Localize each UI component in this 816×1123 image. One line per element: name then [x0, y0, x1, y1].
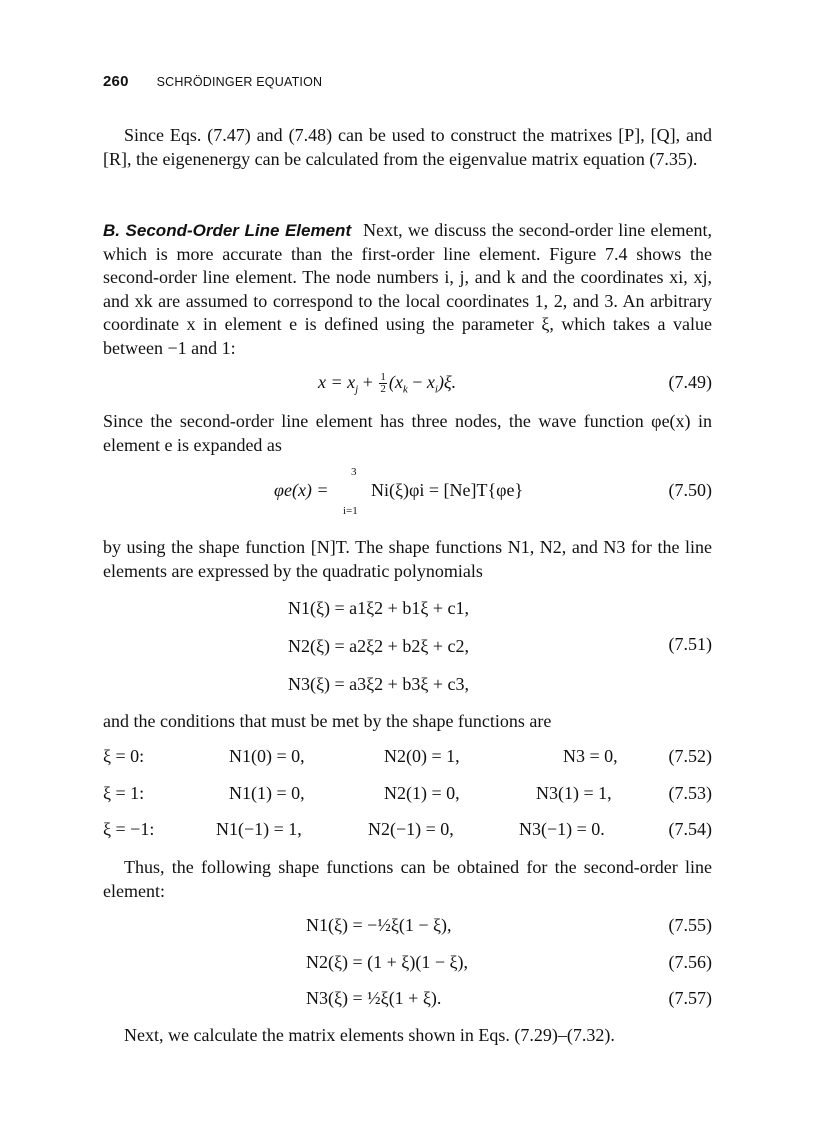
cond-n2-minus-1: N2(−1) = 0,: [368, 819, 454, 839]
paragraph-intro: Since Eqs. (7.47) and (7.48) can be used to construct the matrixes [P], [Q], and [R], the eigenenergy can be calculated from the eigenvalue matrix equation (7.35).: [103, 125, 712, 169]
eq-number-7-52: (7.52): [668, 746, 712, 766]
paragraph-results: Thus, the following shape functions can be obtained for the second-order line element:: [103, 857, 712, 901]
paragraph-next: Next, we calculate the matrix elements shown in Eqs. (7.29)–(7.32).: [124, 1025, 615, 1045]
sum-lower-limit: i=1: [343, 505, 358, 517]
eq-number-7-56: (7.56): [668, 952, 712, 972]
eq-7-50-lhs: φe(x) =: [274, 480, 329, 500]
equation-7-50: [274, 480, 329, 501]
running-header: [103, 73, 322, 90]
cond-n3-minus-1: N3(−1) = 0.: [519, 819, 605, 839]
eq-number-7-54: (7.54): [668, 819, 712, 839]
eq-7-49-mid: (x: [388, 372, 403, 392]
eq-7-55: N1(ξ) = −½ξ(1 − ξ),: [306, 915, 452, 935]
cond-xi-1: ξ = 1:: [103, 783, 145, 803]
eq-7-49-tail: )ξ.: [437, 372, 457, 392]
eq-number-7-51: (7.51): [668, 634, 712, 654]
running-title: SCHRÖDINGER EQUATION: [156, 75, 323, 89]
eq-number-7-55: (7.55): [668, 915, 712, 935]
fraction-half: $\frac{1}{2}$: [380, 371, 386, 396]
eq-number-7-53: (7.53): [668, 783, 712, 803]
paragraph-wave-function: Since the second-order line element has three nodes, the wave function φe(x) in element e is expanded as: [103, 411, 712, 455]
paragraph-conditions: and the conditions that must be met by the shape functions are: [103, 711, 552, 731]
section-body: Next, we discuss the second-order line element, which is more accurate than the first-order line element. Figure 7.4 shows the second-order line element. The node numbers i, j, and k and the coordinates xi, xj, and xk are assumed to correspond to the local coordinates 1, 2, and 3. An arbitrary coordinate x in element e is defined using the parameter ξ, which takes a value between −1 and 1:: [103, 220, 712, 358]
cond-n1-0: N1(0) = 0,: [229, 746, 305, 766]
equation-7-49: $x = x_j$ + $\frac{1}{2}$ $(x_k - x_i)\xi$.: [318, 371, 457, 396]
eq-7-51-line-2: N2(ξ) = a2ξ2 + b2ξ + c2,: [288, 636, 469, 656]
eq-number-7-49: (7.49): [668, 372, 712, 392]
eq-7-49-lhs: x = x: [318, 372, 356, 392]
cond-n2-1: N2(1) = 0,: [384, 783, 460, 803]
eq-7-51-line-1: N1(ξ) = a1ξ2 + b1ξ + c1,: [288, 598, 469, 618]
eq-number-7-57: (7.57): [668, 988, 712, 1008]
cond-n1-1: N1(1) = 0,: [229, 783, 305, 803]
eq-7-56: N2(ξ) = (1 + ξ)(1 − ξ),: [306, 952, 468, 972]
eq-number-7-50: (7.50): [668, 480, 712, 500]
cond-xi-minus-1: ξ = −1:: [103, 819, 155, 839]
cond-n2-0: N2(0) = 1,: [384, 746, 460, 766]
cond-xi-0: ξ = 0:: [103, 746, 145, 766]
page-number: 260: [103, 73, 129, 90]
eq-7-50-rhs: Ni(ξ)φi = [Ne]T{φe}: [371, 480, 524, 500]
cond-n1-minus-1: N1(−1) = 1,: [216, 819, 302, 839]
eq-7-51-line-3: N3(ξ) = a3ξ2 + b3ξ + c3,: [288, 674, 469, 694]
sum-upper-limit: 3: [351, 466, 357, 478]
cond-n3-1: N3(1) = 1,: [536, 783, 612, 803]
eq-7-57: N3(ξ) = ½ξ(1 + ξ).: [306, 988, 442, 1008]
section-heading: B. Second-Order Line Element: [103, 221, 352, 240]
section-second-order: [103, 219, 712, 360]
cond-n3-0: N3 = 0,: [563, 746, 618, 766]
paragraph-shape-function: by using the shape function [N]T. The shape functions N1, N2, and N3 for the line elements are expressed by the quadratic polynomials: [103, 537, 712, 581]
